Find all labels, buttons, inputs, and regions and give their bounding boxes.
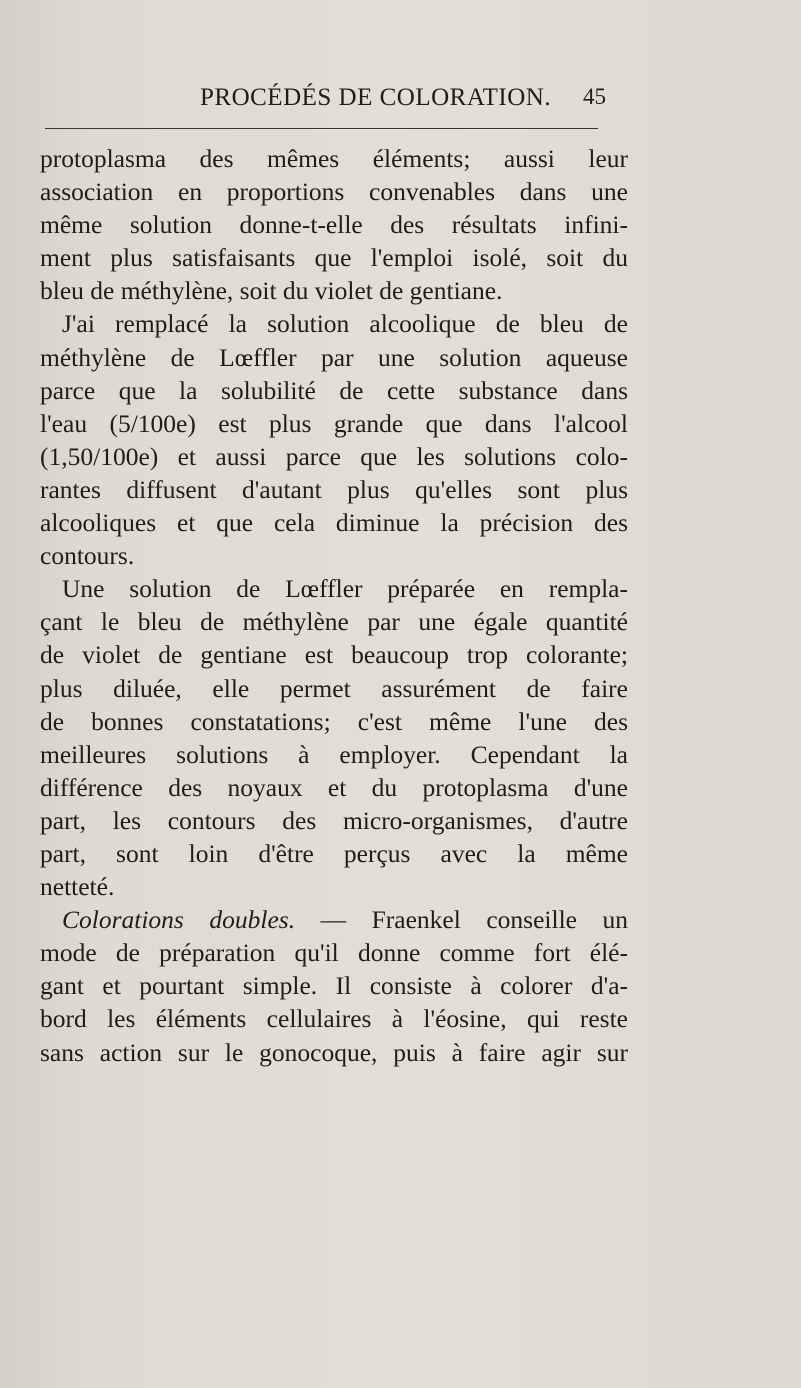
text-line: différence des noyaux et du protoplasma d'une bbox=[40, 772, 628, 802]
text-line: bleu de méthylène, soit du violet de gentiane. bbox=[40, 276, 503, 306]
text-line: netteté. bbox=[40, 872, 115, 902]
text-line: çant le bleu de méthylène par une égale quantité bbox=[40, 607, 628, 637]
text-line: contours. bbox=[40, 541, 135, 571]
text-line: rantes diffusent d'autant plus qu'elles sont plus bbox=[40, 474, 628, 504]
text-line: bord les éléments cellulaires à l'éosine, qui reste bbox=[40, 1004, 628, 1034]
text-line: plus diluée, elle permet assurément de faire bbox=[40, 673, 628, 703]
text-line: association en proportions convenables dans une bbox=[40, 177, 628, 207]
italic-heading: Colorations doubles. bbox=[62, 905, 296, 935]
running-head bbox=[40, 84, 606, 124]
text-line: sans action sur le gonocoque, puis à faire agir sur bbox=[40, 1037, 628, 1067]
text-line: parce que la solubilité de cette substance dans bbox=[40, 375, 628, 405]
body-text bbox=[40, 142, 628, 1069]
text-line: protoplasma des mêmes éléments; aussi leur bbox=[40, 144, 628, 173]
text-line: mode de préparation qu'il donne comme fort élé- bbox=[40, 938, 628, 968]
text-line: Une solution de Lœffler préparée en rempla- bbox=[62, 574, 628, 604]
running-title: PROCÉDÉS DE COLORATION. bbox=[200, 84, 552, 111]
text-line: (1,50/100e) et aussi parce que les solutions colo- bbox=[40, 441, 628, 471]
text-line: gant et pourtant simple. Il consiste à colorer d'a- bbox=[40, 971, 628, 1001]
text-line: de bonnes constatations; c'est même l'une des bbox=[40, 706, 628, 736]
text-line: alcooliques et que cela diminue la précision des bbox=[40, 508, 628, 538]
text-line: part, sont loin d'être perçus avec la même bbox=[40, 838, 628, 868]
text-line: J'ai remplacé la solution alcoolique de bleu de bbox=[62, 309, 628, 339]
text-line: même solution donne-t-elle des résultats infini- bbox=[40, 210, 628, 240]
page-number: 45 bbox=[583, 84, 606, 109]
header-rule bbox=[45, 128, 598, 129]
text-line-with-heading bbox=[40, 903, 628, 936]
text-line: part, les contours des micro-organismes, d'autre bbox=[40, 805, 628, 835]
text-line: de violet de gentiane est beaucoup trop colorante; bbox=[40, 640, 628, 670]
text-line: meilleures solutions à employer. Cependant la bbox=[40, 739, 628, 769]
text-line: l'eau (5/100e) est plus grande que dans l'alcool bbox=[40, 408, 628, 438]
text-line: ment plus satisfaisants que l'emploi isolé, soit du bbox=[40, 243, 628, 273]
text-line-remainder: — Fraenkel conseille un bbox=[320, 905, 628, 935]
text-line: méthylène de Lœffler par une solution aqueuse bbox=[40, 342, 628, 372]
